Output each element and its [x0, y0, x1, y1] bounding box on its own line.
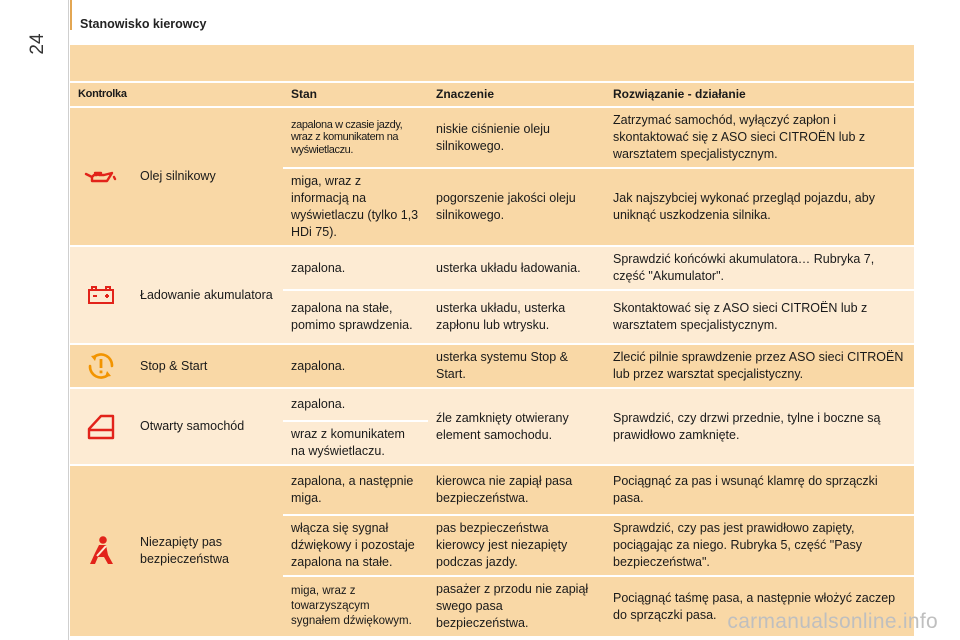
oil-znaczenie-1: niskie ciśnienie oleju silnikowego. [428, 107, 605, 168]
oil-name: Olej silnikowy [132, 107, 283, 246]
header-stan: Stan [283, 82, 428, 107]
seatbelt-znaczenie-2: pas bezpieczeństwa kierowcy jest niezapięty podczas jazdy. [428, 515, 605, 576]
battery-stan-2: zapalona na stałe, pomimo sprawdzenia. [283, 290, 428, 344]
seatbelt-stan-1: zapalona, a następnie miga. [283, 465, 428, 515]
battery-icon [86, 285, 116, 305]
oil-stan-2: miga, wraz z informacją na wyświetlaczu (tylko 1,3 HDi 75). [283, 168, 428, 246]
table-row [70, 344, 914, 388]
battery-icon-cell [70, 246, 132, 344]
table-header-row [70, 82, 914, 107]
header-blank [132, 82, 283, 107]
oil-rozwiazanie-1: Zatrzymać samochód, wyłączyć zapłon i skontaktować się z ASO sieci CITROËN lub z warsztatem specjalistycznym. [605, 107, 914, 168]
battery-znaczenie-2: usterka układu, usterka zapłonu lub wtrysku. [428, 290, 605, 344]
seatbelt-name: Niezapięty pas bezpieczeństwa [132, 465, 283, 636]
table-row [70, 465, 914, 515]
table-row [70, 246, 914, 290]
door-icon-cell [70, 388, 132, 465]
table-top-band [70, 45, 914, 81]
seatbelt-rozwiazanie-1: Pociągnąć za pas i wsunąć klamrę do sprzączki pasa. [605, 465, 914, 515]
stop-start-warning-icon [86, 351, 116, 381]
table-row [70, 388, 914, 421]
door-stan-2: wraz z komunikatem na wyświetlaczu. [283, 421, 428, 465]
oil-can-icon [83, 168, 119, 186]
header-kontrolka: Kontrolka [70, 82, 132, 107]
stopstart-name: Stop & Start [132, 344, 283, 388]
seatbelt-stan-2: włącza się sygnał dźwiękowy i pozostaje zapalona na stałe. [283, 515, 428, 576]
battery-name: Ładowanie akumulatora [132, 246, 283, 344]
header-znaczenie: Znaczenie [428, 82, 605, 107]
door-znaczenie: źle zamknięty otwierany element samochodu. [428, 388, 605, 465]
stopstart-stan-1: zapalona. [283, 344, 428, 388]
battery-rozwiazanie-2: Skontaktować się z ASO sieci CITROËN lub z warsztatem specjalistycznym. [605, 290, 914, 344]
seatbelt-rozwiazanie-2: Sprawdzić, czy pas jest prawidłowo zapięty, pociągając za niego. Rubryka 5, część "Pasy bezpieczeństwa". [605, 515, 914, 576]
header-rozwiazanie: Rozwiązanie - działanie [605, 82, 914, 107]
seatbelt-znaczenie-3: pasażer z przodu nie zapiął swego pasa bezpieczeństwa. [428, 576, 605, 636]
battery-stan-1: zapalona. [283, 246, 428, 290]
door-stan-1: zapalona. [283, 388, 428, 421]
oil-znaczenie-2: pogorszenie jakości oleju silnikowego. [428, 168, 605, 246]
oil-stan-1: zapalona w czasie jazdy, wraz z komunikatem na wyświetlaczu. [283, 107, 428, 168]
side-rule [68, 0, 69, 640]
watermark-text: carmanualsonline.info [727, 610, 938, 633]
battery-rozwiazanie-1: Sprawdzić końcówki akumulatora… Rubryka 7, część "Akumulator". [605, 246, 914, 290]
stopstart-icon-cell [70, 344, 132, 388]
door-rozwiazanie: Sprawdzić, czy drzwi przednie, tylne i boczne są prawidłowo zamknięte. [605, 388, 914, 465]
page-number: 24 [27, 33, 48, 55]
door-name: Otwarty samochód [132, 388, 283, 465]
table-row [70, 107, 914, 168]
section-title: Stanowisko kierowcy [80, 17, 207, 31]
oil-icon-cell [70, 107, 132, 246]
seatbelt-stan-3: miga, wraz z towarzyszącym sygnałem dźwiękowym. [283, 576, 428, 636]
stopstart-znaczenie-1: usterka systemu Stop & Start. [428, 344, 605, 388]
seatbelt-rozwiazanie-3: Pociągnąć taśmę pasa, a następnie włożyć zaczep do sprzączki pasa. [605, 576, 914, 636]
door-open-icon [85, 413, 117, 441]
seatbelt-znaczenie-1: kierowca nie zapiął pasa bezpieczeństwa. [428, 465, 605, 515]
warning-lights-table [70, 45, 914, 636]
seatbelt-icon [87, 535, 115, 567]
battery-znaczenie-1: usterka układu ładowania. [428, 246, 605, 290]
stopstart-rozwiazanie-1: Zlecić pilnie sprawdzenie przez ASO sieci CITROËN lub przez warsztat specjalistyczny. [605, 344, 914, 388]
header-accent-rule [70, 0, 72, 30]
oil-rozwiazanie-2: Jak najszybciej wykonać przegląd pojazdu, aby uniknąć uszkodzenia silnika. [605, 168, 914, 246]
seatbelt-icon-cell [70, 465, 132, 636]
